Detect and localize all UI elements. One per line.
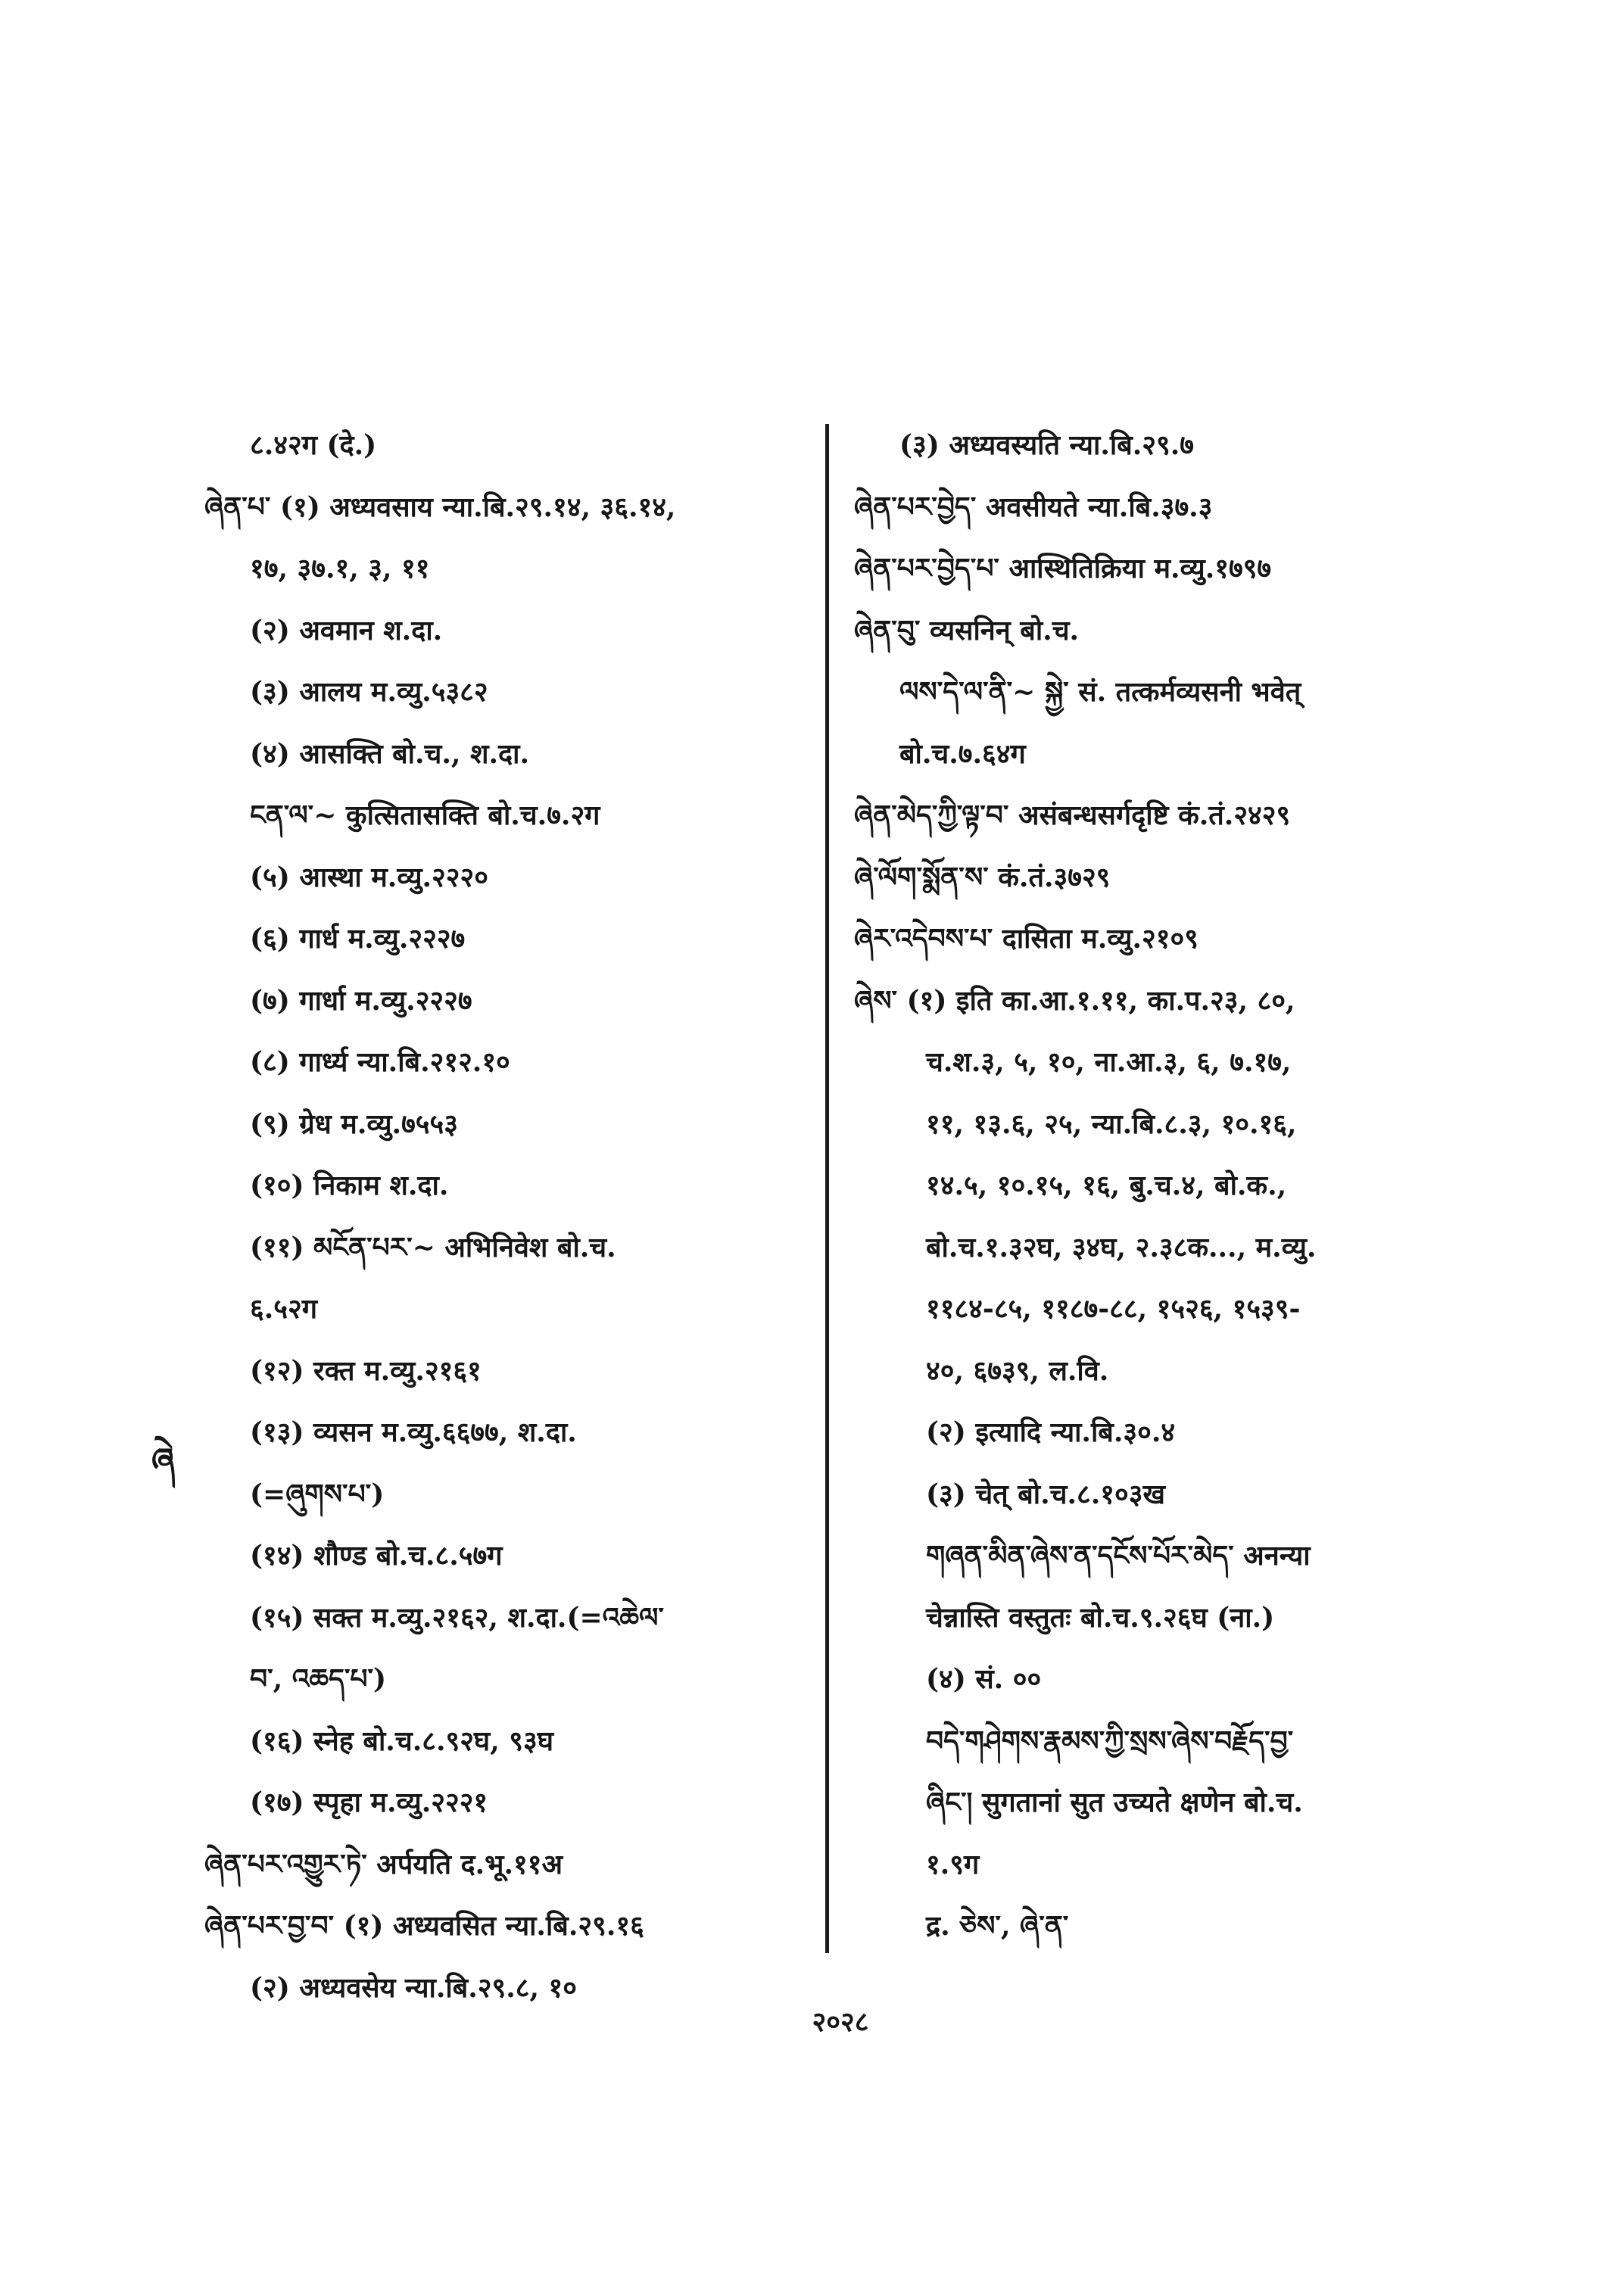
entry-line: (११) མངོན་པར་~ अभिनिवेश बो.च. xyxy=(250,1231,616,1263)
entry-line: ཞེན་པར་བྱེད་ अवसीयते न्या.बि.३७.३ xyxy=(854,491,1213,523)
entry-line: ཞེ་ལོག་སྨོན་ས་ कं.तं.३७२९ xyxy=(854,861,1111,893)
entry-line: ११, १३.६, २५, न्या.बि.८.३, १०.१६, xyxy=(926,1108,1297,1140)
entry-line: གཞན་མིན་ཞེས་ན་དངོས་པོར་མེད་ अनन्या xyxy=(926,1540,1311,1572)
entry-line: (१४) शौण्ड बो.च.८.५७ग xyxy=(250,1540,503,1572)
entry-line: ཞེན་མེད་ཀྱི་ལྟ་བ་ असंबन्धसर्गदृष्टि कं.तं.२४२९ xyxy=(854,799,1291,831)
entry-line: (३) आलय म.व्यु.५३८२ xyxy=(250,676,488,708)
entry-line: ११८४-८५, ११८७-८८, १५२६, १५३९- xyxy=(926,1293,1301,1325)
entry-line: (१३) व्यसन म.व्यु.६६७७, श.दा. xyxy=(250,1416,577,1448)
margin-tab-mark: ཞེ xyxy=(151,1441,173,1480)
entry-line: (१०) निकाम श.दा. xyxy=(250,1170,449,1201)
entry-line: (८) गार्ध्य न्या.बि.२१२.१० xyxy=(250,1046,510,1078)
entry-line: བདེ་གཤེགས་རྣམས་ཀྱི་སྲས་ཞེས་བརྗོད་བྱ་ xyxy=(926,1724,1294,1757)
entry-line: (४) सं. ०० xyxy=(926,1663,1042,1695)
entry-line: (३) चेत् बो.च.८.१०३ख xyxy=(926,1478,1165,1510)
entry-line: (२) इत्यादि न्या.बि.३०.४ xyxy=(926,1416,1176,1448)
entry-line: ४०, ६७३९, ल.वि. xyxy=(926,1354,1109,1387)
entry-line: ཞེན་པར་བྱེད་པ་ आस्थितिक्रिया म.व्यु.१७९७ xyxy=(854,553,1272,584)
entry-line: (६) गार्ध म.व्यु.२२२७ xyxy=(250,923,466,955)
entry-line: ཞེན་བུ་ व्यसनिन् बो.च. xyxy=(854,614,1080,646)
entry-line: ཞེར་འདེབས་པ་ दासिता म.व्यु.२१०९ xyxy=(854,923,1199,955)
entry-line: (४) आसक्ति बो.च., श.दा. xyxy=(250,737,529,770)
entry-line: (१५) सक्त म.व्यु.२१६२, श.दा.(=འཆེལ་ xyxy=(250,1601,664,1634)
entry-line: १७, ३७.१, ३, ११ xyxy=(250,553,430,584)
entry-line: (१२) रक्त म.व्यु.२१६१ xyxy=(250,1354,482,1387)
entry-line: द्र. ཅེས་, ཞེ་ན་ xyxy=(926,1910,1069,1942)
entry-line: बो.च.१.३२घ, ३४घ, २.३८क..., म.व्यु. xyxy=(926,1231,1317,1263)
column-divider xyxy=(825,424,829,1953)
entry-line: (३) अध्यवस्यति न्या.बि.२९.७ xyxy=(899,429,1194,461)
entry-line: १.९ग xyxy=(926,1848,980,1880)
page-number: २०२८ xyxy=(812,2006,869,2038)
entry-line: (९) ग्रेध म.व्यु.७५५३ xyxy=(250,1108,458,1140)
entry-line: ཞེན་པ་ (१) अध्यवसाय न्या.बि.२९.१४, ३६.१४, xyxy=(204,491,676,523)
right-column xyxy=(854,415,1475,1958)
entry-line: ཞེན་པར་འགྱུར་ཏེ་ अर्पयति द.भू.११अ xyxy=(204,1848,563,1880)
entry-line: च.श.३, ५, १०, ना.आ.३, ६, ७.१७, xyxy=(926,1046,1292,1078)
entry-line: (५) आस्था म.व्यु.२२२० xyxy=(250,861,488,893)
entry-line: १४.५, १०.१५, १६, बु.च.४, बो.क., xyxy=(926,1170,1287,1201)
entry-line: བ་, འཆད་པ་) xyxy=(250,1663,387,1695)
entry-line: (२) अवमान श.दा. xyxy=(250,614,443,646)
entry-line: ལས་དེ་ལ་ནི་~ སྐྱེ་ सं. तत्कर्मव्यसनी भवेत् xyxy=(899,676,1301,708)
entry-line: चेन्नास्ति वस्तुतः बो.च.९.२६घ (ना.) xyxy=(926,1601,1275,1634)
entry-line: (१६) स्नेह बो.च.८.९२घ, ९३घ xyxy=(250,1724,553,1757)
entry-line: (=ཞུགས་པ་) xyxy=(250,1478,385,1510)
entry-line: ངན་ལ་~ कुत्सितासक्ति बो.च.७.२ग xyxy=(250,799,600,831)
entry-line: बो.च.७.६४ग xyxy=(899,737,1026,770)
entry-line: ཞེན་པར་བྱ་བ་ (१) अध्यवसित न्या.बि.२९.१६ xyxy=(204,1910,644,1942)
left-column xyxy=(204,415,803,2019)
entry-line: (२) अध्यवसेय न्या.बि.२९.८, १० xyxy=(250,1971,577,2004)
entry-line: ८.४२ग (दे.) xyxy=(250,429,377,461)
entry-line: ཞིང་། सुगतानां सुत उच्यते क्षणेन बो.च. xyxy=(926,1787,1303,1818)
entry-line: ཞེས་ (१) इति का.आ.१.११, का.प.२३, ८०, xyxy=(854,984,1295,1017)
entry-line: ६.५२ग xyxy=(250,1293,317,1325)
entry-line: (१७) स्पृहा म.व्यु.२२२१ xyxy=(250,1787,488,1818)
entry-line: (७) गार्धा म.व्यु.२२२७ xyxy=(250,984,472,1017)
